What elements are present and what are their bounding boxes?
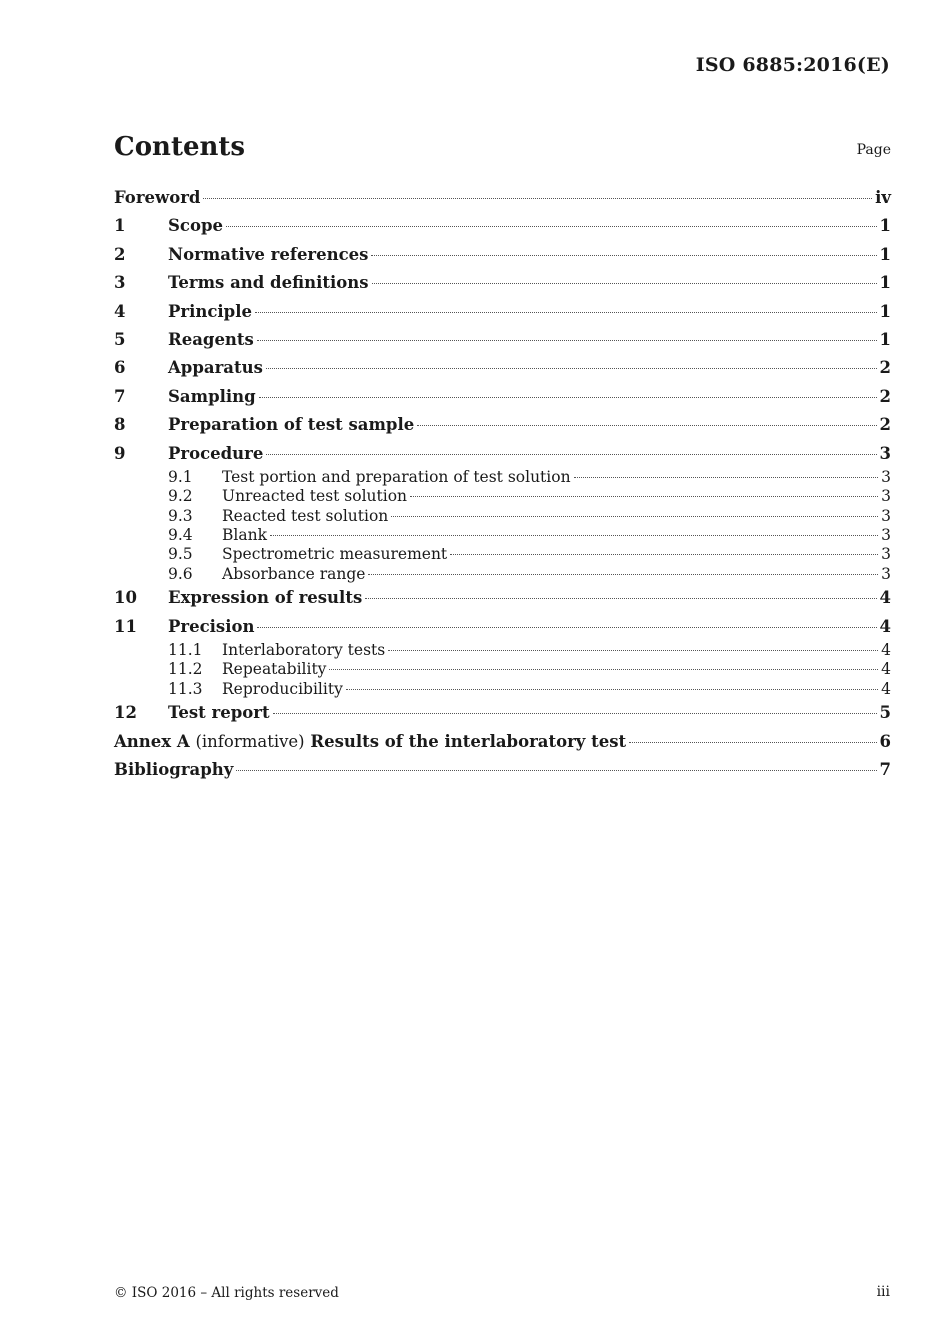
toc-entry-title: Reproducibility [222,679,343,698]
dot-leader [372,283,877,284]
toc-page-number: 4 [881,660,891,679]
toc-subentry-number: 9.5 [168,545,193,564]
toc-entry-title: Unreacted test solution [222,487,408,506]
toc-page-number: iv [875,188,891,207]
toc-subentry-number: 11.1 [168,641,203,660]
toc-entry-title: Interlaboratory tests [222,641,386,660]
toc-subentry[interactable] [114,526,891,545]
toc-page-number: 3 [881,506,891,525]
dot-leader [259,397,877,398]
toc-entry[interactable] [114,756,891,784]
toc-entry-title: Preparation of test sample [168,415,415,435]
toc-subentry[interactable] [114,565,891,584]
toc-page-number: 1 [879,301,891,321]
toc-entry[interactable] [114,699,891,727]
toc-page-number: 6 [879,731,891,751]
toc-subentry[interactable] [114,507,891,526]
toc-entry-title: Test portion and preparation of test solution [222,467,571,486]
dot-leader [236,770,876,771]
toc-page-number: 4 [881,641,891,660]
toc-subentry[interactable] [114,545,891,564]
toc-entry[interactable] [114,440,891,468]
toc-entry-number: 8 [114,415,126,435]
toc-subentry-number: 9.2 [168,487,193,506]
toc-entry[interactable] [114,728,891,756]
toc-subentry[interactable] [114,468,891,487]
toc-entry-title: Procedure [168,443,264,463]
toc-subentry-number: 9.6 [168,564,193,583]
toc-page-number: 2 [879,358,891,378]
toc-entry-title: Test report [168,703,270,723]
toc-subentry-number: 9.4 [168,526,193,545]
toc-page-number: 4 [879,616,891,636]
toc-entry-title: Bibliography [114,759,234,779]
toc-subentry[interactable] [114,487,891,506]
dot-leader [410,496,878,497]
toc-entry-title: Normative references [168,244,369,264]
dot-leader [417,425,876,426]
toc-entry-title: Scope [168,216,224,236]
toc-entry[interactable] [114,383,891,411]
dot-leader [257,627,876,628]
toc-entry[interactable] [114,269,891,297]
dot-leader [629,742,876,743]
toc-entry-number: 5 [114,329,126,349]
toc-subentry-number: 11.2 [168,660,203,679]
toc-page-number: 3 [881,526,891,545]
annex-type: (informative) [195,731,305,751]
footer-copyright: © ISO 2016 – All rights reserved [114,1285,339,1301]
toc-page-number: 3 [881,467,891,486]
toc-entry[interactable] [114,212,891,240]
toc-entry-number: 2 [114,244,126,264]
toc-entry-title: Reagents [168,329,254,349]
document-id: ISO 6885:2016(E) [695,54,890,76]
toc-entry[interactable] [114,298,891,326]
toc-entry-number: 3 [114,273,126,293]
dot-leader [346,689,878,690]
toc-entry-title: Blank [222,526,267,545]
dot-leader [329,669,878,670]
toc-entry-title: Spectrometric measurement [222,545,448,564]
dot-leader [203,198,872,199]
toc-subentry[interactable] [114,660,891,679]
toc-entry-number: 9 [114,443,126,463]
toc-entry-title: Expression of results [168,588,363,608]
dot-leader [391,516,878,517]
toc-page-number: 1 [879,216,891,236]
toc-page-number: 2 [879,415,891,435]
toc-entry-number: 10 [114,588,137,608]
toc-entry-title: Precision [168,616,255,636]
toc-entry-number: 12 [114,703,137,723]
toc-entry[interactable] [114,184,891,212]
dot-leader [266,368,877,369]
toc-page-number: 3 [881,564,891,583]
toc-page-number: 4 [881,679,891,698]
toc-entry-number: 6 [114,358,126,378]
dot-leader [371,255,876,256]
toc-page-number: 4 [879,588,891,608]
toc-page-number: 5 [879,703,891,723]
dot-leader [368,574,878,575]
toc-entry-number: 1 [114,216,126,236]
contents-title: Contents [114,132,246,162]
toc-subentry[interactable] [114,680,891,699]
toc-page-number: 1 [879,244,891,264]
toc-entry[interactable] [114,241,891,269]
dot-leader [388,650,878,651]
page-column-label: Page [856,142,891,158]
toc-page-number: 3 [881,545,891,564]
annex-label: Annex A [114,731,190,751]
toc-page-number: 3 [881,487,891,506]
dot-leader [450,554,878,555]
dot-leader [270,535,878,536]
toc-page-number: 1 [879,329,891,349]
toc-entry-title: Repeatability [222,660,327,679]
toc-entry[interactable] [114,584,891,612]
toc-entry-title: Terms and definitions [168,273,369,293]
toc-entry[interactable] [114,326,891,354]
dot-leader [266,454,876,455]
dot-leader [574,477,879,478]
contents-header [114,132,891,168]
toc-entry-title: Apparatus [168,358,263,378]
toc-entry-title [114,728,626,756]
toc-entry[interactable] [114,354,891,382]
dot-leader [255,312,877,313]
toc-entry-title: Foreword [114,188,201,207]
toc-subentry[interactable] [114,641,891,660]
toc-page-number: 3 [879,443,891,463]
toc-subentry-number: 9.1 [168,467,193,486]
dot-leader [226,226,877,227]
toc-entry-title: Sampling [168,386,256,406]
toc-page-number: 1 [879,273,891,293]
toc-entry-number: 4 [114,301,126,321]
footer-page-number: iii [876,1284,890,1300]
toc-page-number: 2 [879,386,891,406]
toc-entry-title: Absorbance range [222,564,366,583]
toc-entry[interactable] [114,411,891,439]
toc-entry-title: Principle [168,301,252,321]
dot-leader [257,340,877,341]
dot-leader [365,598,876,599]
toc-entry[interactable] [114,613,891,641]
table-of-contents [114,184,891,784]
toc-subentry-number: 9.3 [168,506,193,525]
toc-subentry-number: 11.3 [168,679,203,698]
dot-leader [273,713,877,714]
annex-title: Results of the interlaboratory test [310,731,627,751]
toc-entry-title: Reacted test solution [222,506,389,525]
toc-entry-number: 7 [114,386,126,406]
toc-entry-number: 11 [114,616,137,636]
toc-page-number: 7 [879,759,891,779]
